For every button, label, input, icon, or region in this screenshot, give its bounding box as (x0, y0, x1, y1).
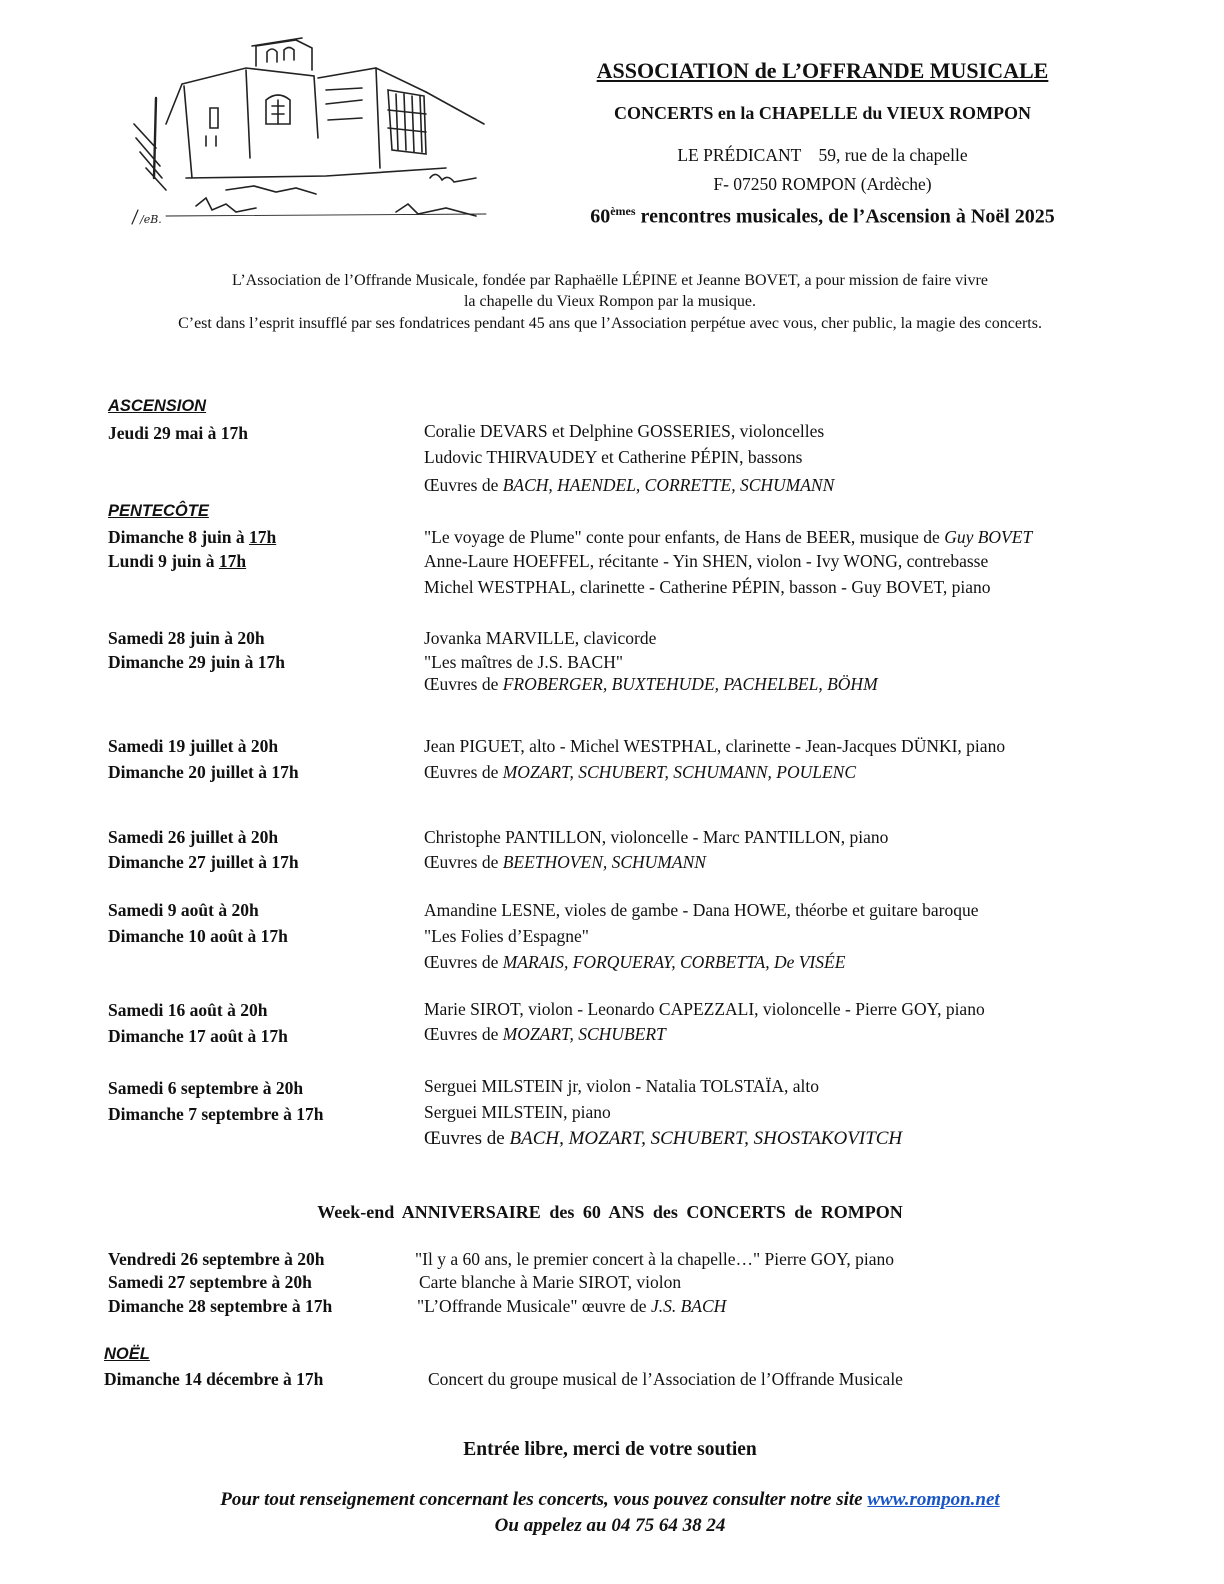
concert-title: "Il y a 60 ans, le premier concert à la chapelle…" Pierre GOY, piano (415, 1249, 894, 1269)
concert-date: Dimanche 8 juin à 17h (108, 527, 277, 547)
concert-date: Samedi 28 juin à 20h (108, 628, 265, 648)
concert-title: "Le voyage de Plume" conte pour enfants, de Hans de BEER, musique de Guy BOVET (424, 527, 1033, 547)
concert-performers: Serguei MILSTEIN jr, violon - Natalia TOLSTAÏA, alto (424, 1076, 819, 1096)
concert-date: Samedi 19 juillet à 20h (108, 736, 279, 756)
concert-date: Dimanche 17 août à 17h (108, 1026, 288, 1046)
season-title: 60èmes rencontres musicales, de l’Ascension à Noël 2025 (590, 204, 1055, 228)
section-heading-ascension: ASCENSION (108, 397, 207, 415)
concert-performers: Amandine LESNE, violes de gambe - Dana HOWE, théorbe et guitare baroque (424, 900, 979, 920)
website-link[interactable]: www.rompon.net (867, 1489, 1000, 1510)
concert-date: Samedi 16 août à 20h (108, 1000, 268, 1020)
concert-performers: Michel WESTPHAL, clarinette - Catherine PÉPIN, basson - Guy BOVET, piano (424, 577, 991, 597)
concert-performers: Serguei MILSTEIN, piano (424, 1102, 611, 1122)
concert-works: Œuvres de FROBERGER, BUXTEHUDE, PACHELBEL, BÖHM (424, 674, 878, 694)
svg-text:/eB.: /eB. (140, 213, 162, 226)
concert-performers: Jean PIGUET, alto - Michel WESTPHAL, clarinette - Jean-Jacques DÜNKI, piano (424, 736, 1006, 756)
phone-line: Ou appelez au 04 75 64 38 24 (494, 1515, 726, 1536)
concert-date: Lundi 9 juin à 17h (108, 551, 247, 571)
concert-date: Dimanche 10 août à 17h (108, 926, 288, 946)
concert-works: Œuvres de MOZART, SCHUBERT, SCHUMANN, POULENC (424, 762, 856, 782)
concert-date: Dimanche 28 septembre à 17h (108, 1296, 333, 1316)
concert-works: Œuvres de MOZART, SCHUBERT (424, 1024, 666, 1044)
section-heading-noel: NOËL (104, 1345, 150, 1363)
concert-title: "Les Folies d’Espagne" (424, 926, 589, 946)
concert-date: Dimanche 29 juin à 17h (108, 652, 285, 672)
free-entry-note: Entrée libre, merci de votre soutien (463, 1439, 757, 1460)
intro-line-3: C’est dans l’esprit insufflé par ses fondatrices pendant 45 ans que l’Association perpétue avec vous, cher public, la magie des concerts. (178, 315, 1042, 332)
intro-line-1: L’Association de l’Offrande Musicale, fondée par Raphaëlle LÉPINE et Jeanne BOVET, a pour mission de faire vivre (232, 272, 988, 289)
concert-performers: Coralie DEVARS et Delphine GOSSERIES, violoncelles (424, 421, 825, 441)
concert-works: Œuvres de BACH, HAENDEL, CORRETTE, SCHUMANN (424, 475, 835, 495)
info-line: Pour tout renseignement concernant les concerts, vous pouvez consulter notre site www.rompon.net (220, 1489, 1000, 1510)
concert-performers: Christophe PANTILLON, violoncelle - Marc PANTILLON, piano (424, 827, 889, 847)
concert-performers: Concert du groupe musical de l’Association de l’Offrande Musicale (428, 1369, 903, 1389)
concert-date: Dimanche 7 septembre à 17h (108, 1104, 324, 1124)
concerts-subtitle: CONCERTS en la CHAPELLE du VIEUX ROMPON (613, 103, 1032, 123)
concert-date: Samedi 9 août à 20h (108, 900, 259, 920)
section-heading-pentecote: PENTECÔTE (108, 502, 209, 520)
anniversary-heading: Week-end ANNIVERSAIRE des 60 ANS des CONCERTS de ROMPON (317, 1202, 903, 1222)
concert-performers: Marie SIROT, violon - Leonardo CAPEZZALI, violoncelle - Pierre GOY, piano (424, 999, 985, 1019)
concert-date: Vendredi 26 septembre à 20h (108, 1249, 325, 1269)
concert-date: Jeudi 29 mai à 17h (108, 423, 249, 443)
concert-works: Œuvres de BEETHOVEN, SCHUMANN (424, 852, 706, 872)
concert-performers: Ludovic THIRVAUDEY et Catherine PÉPIN, bassons (424, 447, 803, 467)
address-line-2: F- 07250 ROMPON (Ardèche) (713, 174, 932, 194)
concert-date: Dimanche 14 décembre à 17h (104, 1369, 324, 1389)
concert-title: "Les maîtres de J.S. BACH" (424, 652, 623, 672)
concert-date: Dimanche 27 juillet à 17h (108, 852, 299, 872)
address-line-1: LE PRÉDICANT 59, rue de la chapelle (677, 145, 968, 165)
concert-performers: Carte blanche à Marie SIROT, violon (419, 1272, 682, 1292)
concert-date: Samedi 27 septembre à 20h (108, 1272, 312, 1292)
concert-date: Samedi 6 septembre à 20h (108, 1078, 304, 1098)
concert-date: Dimanche 20 juillet à 17h (108, 762, 299, 782)
intro-line-2: la chapelle du Vieux Rompon par la musique. (463, 293, 756, 310)
concert-works: Œuvres de MARAIS, FORQUERAY, CORBETTA, De VISÉE (424, 952, 846, 972)
concert-performers: Anne-Laure HOEFFEL, récitante - Yin SHEN, violon - Ivy WONG, contrebasse (424, 551, 989, 571)
association-title: ASSOCIATION de L’OFFRANDE MUSICALE (596, 58, 1049, 83)
chapel-sketch-illustration (126, 28, 488, 232)
concert-date: Samedi 26 juillet à 20h (108, 827, 279, 847)
concert-performers: Jovanka MARVILLE, clavicorde (424, 628, 657, 648)
concert-works: Œuvres de BACH, MOZART, SCHUBERT, SHOSTAKOVITCH (424, 1128, 903, 1149)
concert-works: "L’Offrande Musicale" œuvre de J.S. BACH (417, 1296, 727, 1316)
